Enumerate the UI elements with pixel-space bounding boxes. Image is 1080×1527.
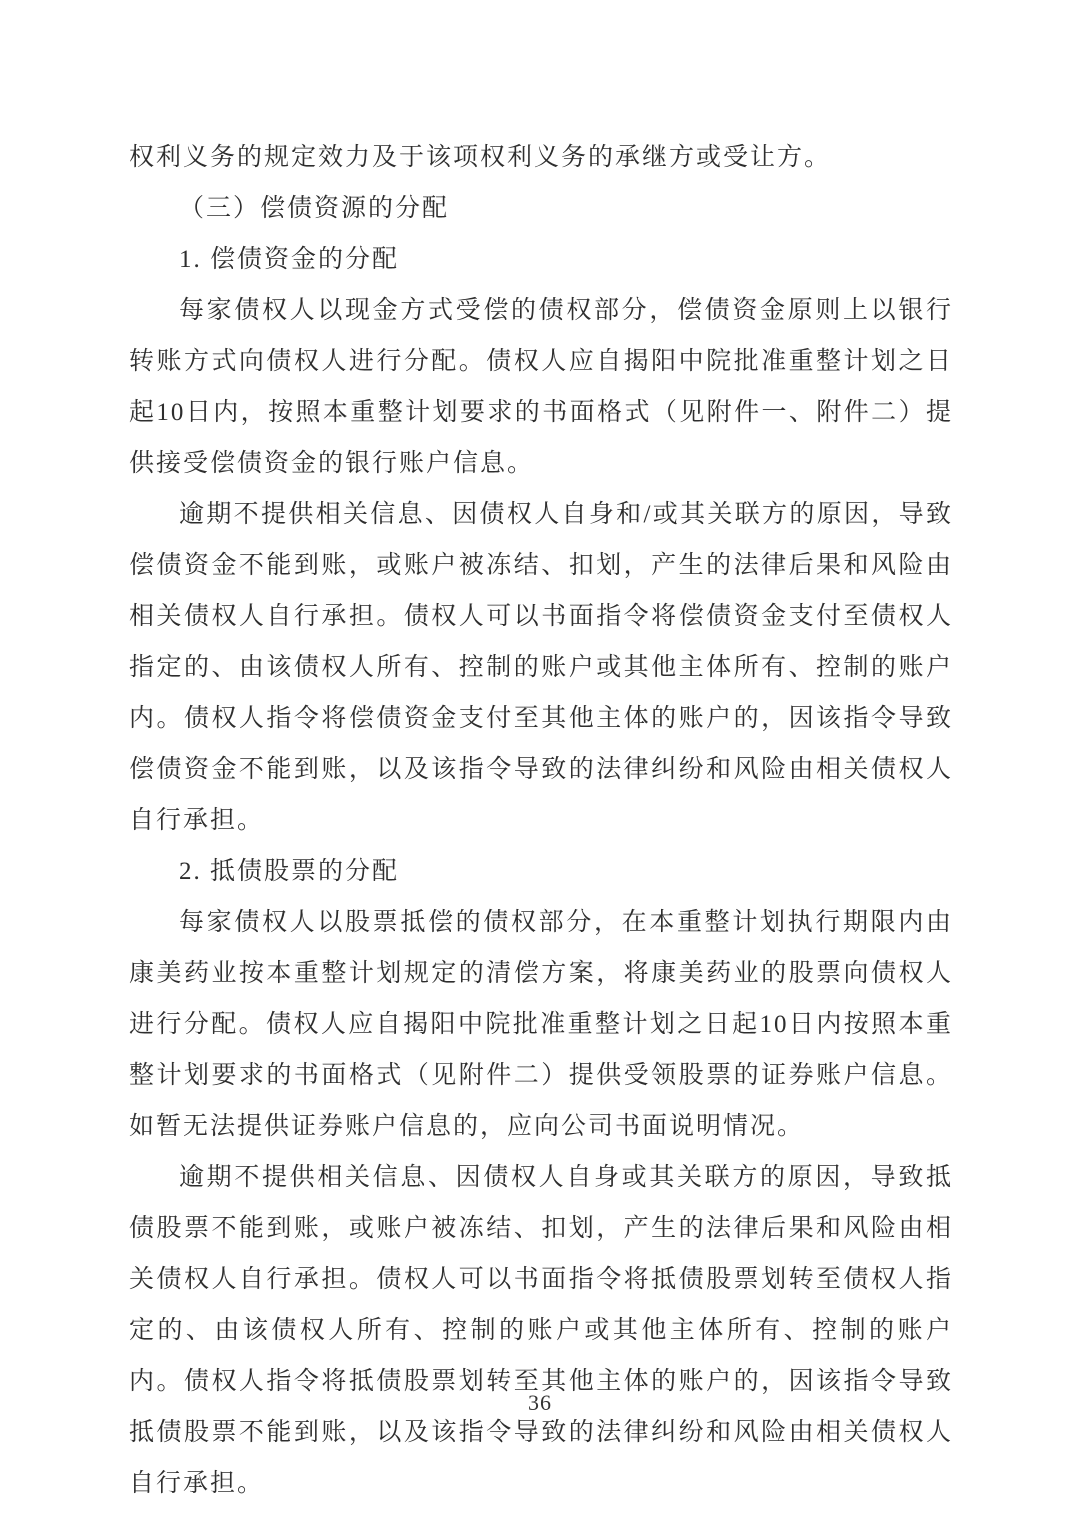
subsection-heading-2: 2. 抵债股票的分配 xyxy=(179,858,400,885)
paragraph-cash-overdue-liability: 逾期不提供相关信息、因债权人自身和/或其关联方的原因，导致偿债资金不能到账，或账户被冻结、扣划，产生的法律后果和风险由相关债权人自行承担。债权人可以书面指令将偿债资金支付至债权人指定的、由该债权人所有、控制的账户或其他主体所有、控制的账户内。债权人指令将偿债资金支付至其他主体的账户的，因该指令导致偿债资金不能到账，以及该指令导致的法律纠纷和风险由相关债权人自行承担。 xyxy=(129,501,953,834)
subsection-heading-1: 1. 偿债资金的分配 xyxy=(179,246,400,273)
document-body xyxy=(129,132,953,1509)
paragraph-cash-allocation: 每家债权人以现金方式受偿的债权部分，偿债资金原则上以银行转账方式向债权人进行分配。债权人应自揭阳中院批准重整计划之日起10日内，按照本重整计划要求的书面格式（见附件一、附件二）提供接受偿债资金的银行账户信息。 xyxy=(129,297,953,477)
page-number: 36 xyxy=(528,1390,552,1415)
paragraph-continuation: 权利义务的规定效力及于该项权利义务的承继方或受让方。 xyxy=(129,144,832,171)
section-heading-3: （三）偿债资源的分配 xyxy=(179,195,450,222)
paragraph-stock-allocation: 每家债权人以股票抵偿的债权部分，在本重整计划执行期限内由康美药业按本重整计划规定的清偿方案，将康美药业的股票向债权人进行分配。债权人应自揭阳中院批准重整计划之日起10日内按照本重整计划要求的书面格式（见附件二）提供受领股票的证券账户信息。如暂无法提供证券账户信息的，应向公司书面说明情况。 xyxy=(129,909,953,1140)
paragraph-stock-overdue-liability: 逾期不提供相关信息、因债权人自身或其关联方的原因，导致抵债股票不能到账，或账户被冻结、扣划，产生的法律后果和风险由相关债权人自行承担。债权人可以书面指令将抵债股票划转至债权人指定的、由该债权人所有、控制的账户或其他主体所有、控制的账户内。债权人指令将抵债股票划转至其他主体的账户的，因该指令导致抵债股票不能到账，以及该指令导致的法律纠纷和风险由相关债权人自行承担。 xyxy=(129,1164,953,1497)
